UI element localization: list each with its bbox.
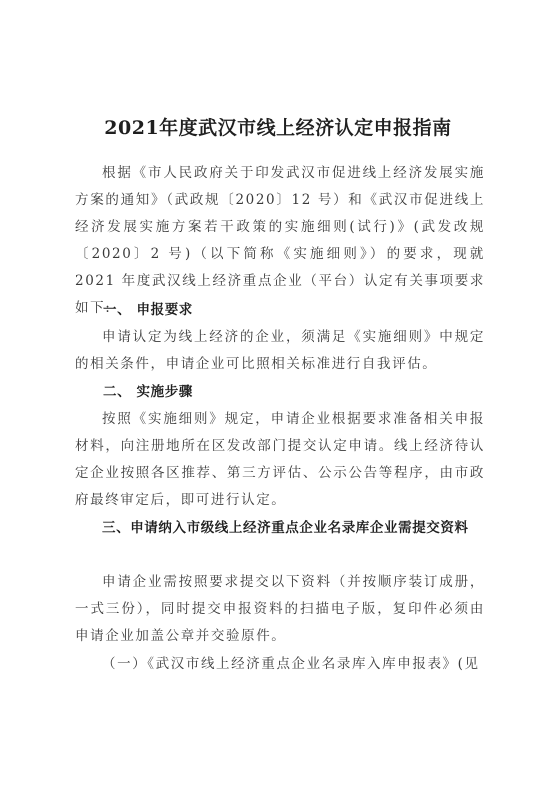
section-body-materials: 申请企业需按照要求提交以下资料（并按顺序装订成册，一式三份），同时提交申报资料的扫描电子版，复印件必须由申请企业加盖公章并交验原件。 xyxy=(75,574,485,644)
intro-paragraph: 根据《市人民政府关于印发武汉市促进线上经济发展实施方案的通知》（武政规〔2020〕12 号）和《武汉市促进线上经济发展实施方案若干政策的实施细则(试行)》(武发改规〔2020〕2 号)（以下简称《实施细则》）的要求，现就 2021 年度武汉线上经济重点企业（平台）认定有关事项要求如下: xyxy=(75,165,485,316)
section-body-steps: 按照《实施细则》规定，申请企业根据要求准备相关申报材料，向注册地所在区发改部门提交认定申请。线上经济待认定企业按照各区推荐、第三方评估、公示公告等程序，由市政府最终审定后，即可进行认定。 xyxy=(75,411,485,508)
section-body-requirements: 申请认定为线上经济的企业，须满足《实施细则》中规定的相关条件，申请企业可比照相关标准进行自我评估。 xyxy=(75,329,485,372)
section-heading-steps: 二、 实施步骤 xyxy=(103,384,193,400)
materials-item-one: （一）《武汉市线上经济重点企业名录库入库申报表》(见 xyxy=(102,656,480,672)
document-title: 2021年度武汉市线上经济认定申报指南 xyxy=(104,116,452,139)
section-heading-requirements: 一、 申报要求 xyxy=(103,302,193,318)
section-heading-materials: 三、申请纳入市级线上经济重点企业名录库企业需提交资料 xyxy=(102,520,469,536)
